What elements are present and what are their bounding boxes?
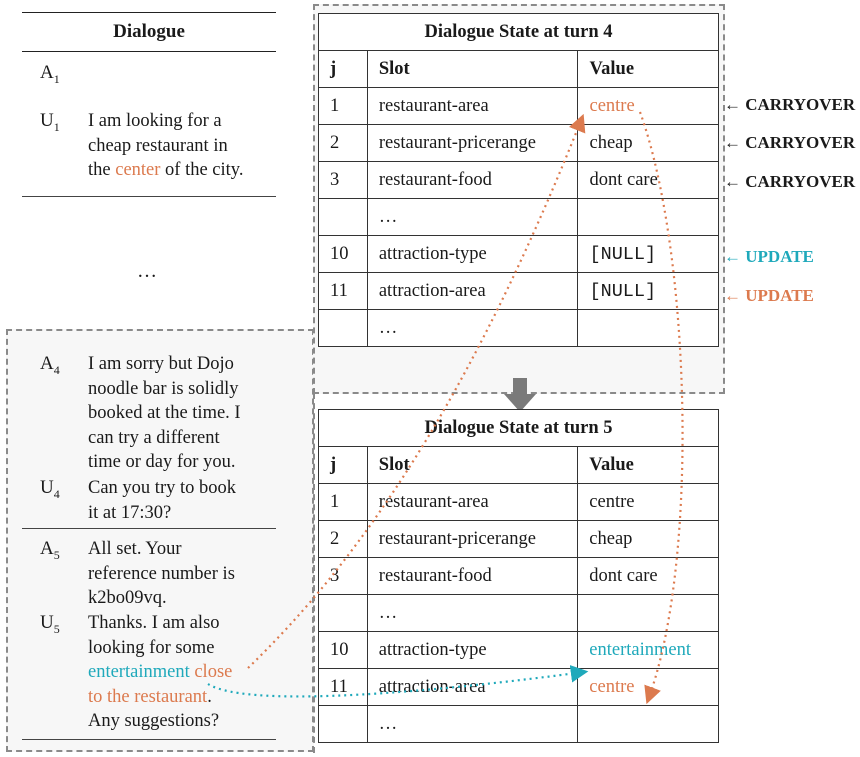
op-label-row2: ← CARRYOVER (724, 133, 856, 152)
cell-value: centre (578, 484, 719, 521)
arrow-left-icon: ← (724, 172, 741, 191)
cell-value: centre (578, 669, 719, 706)
cell-value: dont care (578, 162, 719, 199)
cell-slot: restaurant-food (367, 162, 578, 199)
arrow-left-icon: ← (724, 95, 741, 114)
u4-line: Can you try to book (88, 478, 236, 498)
cell-j: 10 (319, 236, 368, 273)
highlight-entertainment: entertainment (88, 662, 190, 682)
cell-slot: attraction-type (367, 632, 578, 669)
cell-slot: … (367, 199, 578, 236)
cell-value: cheap (578, 521, 719, 558)
a4-line: time or day for you. (88, 452, 236, 472)
cell-j: 2 (319, 125, 368, 162)
cell-slot: restaurant-pricerange (367, 521, 578, 558)
highlight-center: center (115, 160, 161, 180)
speaker-u4: $U_4$ (40, 477, 60, 501)
ellipsis: … (137, 260, 157, 282)
cell-j: 3 (319, 558, 368, 595)
arrow-left-icon: ← (724, 286, 741, 305)
cell-j: 2 (319, 521, 368, 558)
u5-line: Any suggestions? (88, 711, 220, 731)
op-label-row3: ← CARRYOVER (724, 172, 856, 191)
cell-slot: restaurant-food (367, 558, 578, 595)
arrow-centre-copy (640, 112, 683, 700)
cell-slot: … (367, 310, 578, 347)
speaker-u5: $U_5$ (40, 612, 60, 636)
highlight-close: close (189, 662, 233, 682)
col-j: j (319, 51, 368, 88)
cell-slot: attraction-area (367, 273, 578, 310)
speaker-a4: $A_4$ (40, 353, 60, 377)
u1-line-3: the center of the city. (88, 160, 244, 180)
arrow-close-to-centre (248, 118, 582, 668)
col-j: j (319, 447, 368, 484)
arrow-left-icon: ← (724, 247, 741, 266)
a4-line: noodle bar is solidly (88, 378, 239, 399)
cell-j: 11 (319, 273, 368, 310)
cell-slot: restaurant-area (367, 484, 578, 521)
u5-line: Thanks. I am also (88, 613, 220, 633)
cell-j: 10 (319, 632, 368, 669)
a5-line: All set. Your (88, 539, 182, 559)
speaker-u1: $U_1$ (40, 110, 60, 134)
cell-value: dont care (578, 558, 719, 595)
a4-line: booked at the time. I (88, 403, 241, 423)
table-title: Dialogue State at turn 5 (319, 410, 719, 447)
op-label-row1: ← CARRYOVER (724, 95, 856, 114)
cell-slot: … (367, 706, 578, 743)
a5-line: k2bo09vq. (88, 588, 167, 608)
cell-value: [NULL] (578, 273, 719, 310)
a5-line: reference number is (88, 563, 235, 584)
cell-value: entertainment (578, 632, 719, 669)
u1-line-2: cheap restaurant in (88, 135, 228, 156)
u1-line-1: I am looking for a (88, 111, 222, 131)
cell-slot: restaurant-area (367, 88, 578, 125)
cell-slot: restaurant-pricerange (367, 125, 578, 162)
speaker-a5: $A_5$ (40, 538, 60, 562)
cell-slot: … (367, 595, 578, 632)
a4-line: I am sorry but Dojo (88, 354, 234, 374)
col-slot: Slot (367, 51, 578, 88)
dialogue-title: Dialogue (22, 12, 276, 52)
cell-j: 1 (319, 88, 368, 125)
cell-slot: attraction-area (367, 669, 578, 706)
cell-value: centre (578, 88, 719, 125)
col-value: Value (578, 51, 719, 88)
highlight-to-the-restaurant: to the restaurant (88, 686, 208, 707)
a4-line: can try a different (88, 427, 220, 448)
arrow-entertainment (208, 672, 584, 696)
cell-value: [NULL] (578, 236, 719, 273)
op-label-row11: ← UPDATE (724, 286, 814, 305)
u5-line: to the restaurant. (88, 686, 212, 707)
u4-line: it at 17:30? (88, 502, 172, 523)
cell-slot: attraction-type (367, 236, 578, 273)
cell-j: 1 (319, 484, 368, 521)
speaker-a1: $A_1$ (40, 62, 60, 86)
cell-j: 11 (319, 669, 368, 706)
op-label-row10: ← UPDATE (724, 247, 814, 266)
table-title: Dialogue State at turn 4 (319, 14, 719, 51)
u5-line: looking for some (88, 637, 215, 658)
cell-value: cheap (578, 125, 719, 162)
col-slot: Slot (367, 447, 578, 484)
col-value: Value (578, 447, 719, 484)
cell-j: 3 (319, 162, 368, 199)
arrow-left-icon: ← (724, 133, 741, 152)
